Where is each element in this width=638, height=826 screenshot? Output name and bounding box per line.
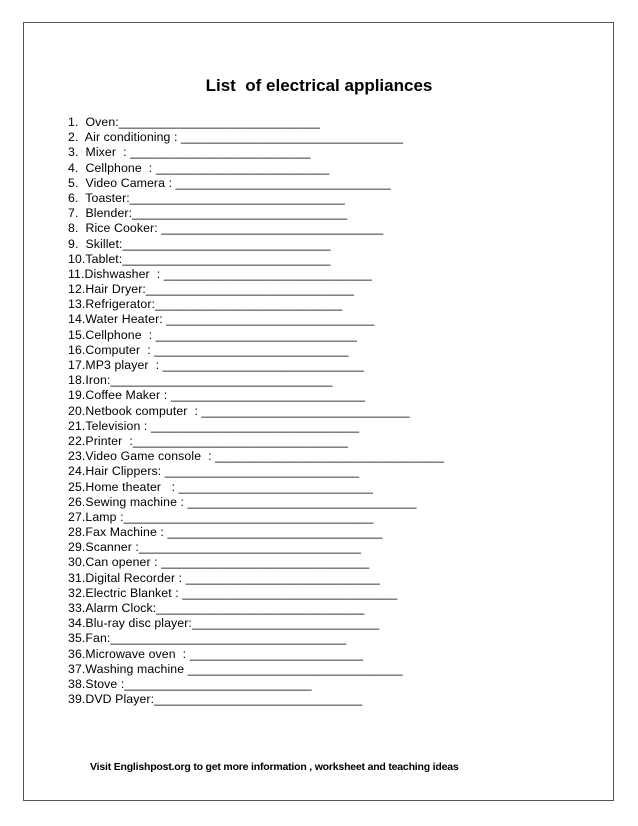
list-item: 28.Fax Machine : _______________________________ xyxy=(68,525,383,540)
list-item: 24.Hair Clippers: ____________________________ xyxy=(68,464,360,479)
list-item: 38.Stove :___________________________ xyxy=(68,676,312,691)
list-item: 4. Cellphone : _________________________ xyxy=(68,160,330,175)
list-item: 34.Blu-ray disc player:___________________________ xyxy=(68,616,380,631)
list-item: 7. Blender:_______________________________ xyxy=(68,206,348,221)
list-item: 39.DVD Player:______________________________ xyxy=(68,692,363,707)
list-item: 23.Video Game console : _________________________________ xyxy=(68,449,445,464)
list-item: 11.Dishwasher : ______________________________ xyxy=(68,266,372,281)
list-item: 17.MP3 player : _____________________________ xyxy=(68,358,364,372)
list-item: 1. Oven:_____________________________ xyxy=(68,115,321,129)
list-item: 3. Mixer : __________________________ xyxy=(68,145,311,160)
list-item: 14.Water Heater: ______________________________ xyxy=(68,312,375,327)
list-item: 25.Home theater : ____________________________ xyxy=(68,479,373,494)
list-item: 20.Netbook computer : ______________________________ xyxy=(68,403,410,418)
list-item: 35.Fan:__________________________________ xyxy=(68,631,347,646)
list-item: 32.Electric Blanket : _______________________________ xyxy=(68,585,398,600)
list-item: 16.Computer : ____________________________ xyxy=(68,342,349,357)
list-item: 19.Coffee Maker : ____________________________ xyxy=(68,388,366,403)
list-item: 22.Printer :_______________________________ xyxy=(68,433,348,448)
list-item: 26.Sewing machine : _________________________________ xyxy=(68,494,417,509)
list-item: 30.Can opener : ______________________________ xyxy=(68,555,370,570)
list-item: 12.Hair Dryer:______________________________ xyxy=(68,282,355,297)
list-item: 29.Scanner :________________________________ xyxy=(68,540,361,555)
list-item: 37.Washing machine _______________________________ xyxy=(68,661,403,676)
page-title: List of electrical appliances xyxy=(205,76,433,95)
footer-note: Visit Englishpost.org to get more information , worksheet and teaching ideas xyxy=(90,761,459,773)
list-item: 5. Video Camera : _______________________________ xyxy=(68,175,391,190)
list-item: 27.Lamp :____________________________________ xyxy=(68,509,374,524)
appliance-list xyxy=(68,115,444,707)
list-item: 13.Refrigerator:___________________________ xyxy=(68,297,343,312)
list-item: 6. Toaster:_______________________________ xyxy=(68,190,345,205)
list-item: 15.Cellphone : _____________________________ xyxy=(68,327,357,342)
list-item: 31.Digital Recorder : ____________________________ xyxy=(68,570,380,585)
list-item: 8. Rice Cooker: ________________________________ xyxy=(68,221,384,236)
list-item: 10.Tablet:______________________________ xyxy=(68,251,331,266)
list-item: 9. Skillet:______________________________ xyxy=(68,236,331,251)
list-item: 33.Alarm Clock:______________________________ xyxy=(68,601,365,615)
list-item: 18.Iron:________________________________ xyxy=(68,373,333,388)
list-item: 21.Television : ______________________________ xyxy=(68,418,360,433)
list-item: 2. Air conditioning : ________________________________ xyxy=(68,130,404,145)
list-item: 36.Microwave oven : _________________________ xyxy=(68,646,364,661)
